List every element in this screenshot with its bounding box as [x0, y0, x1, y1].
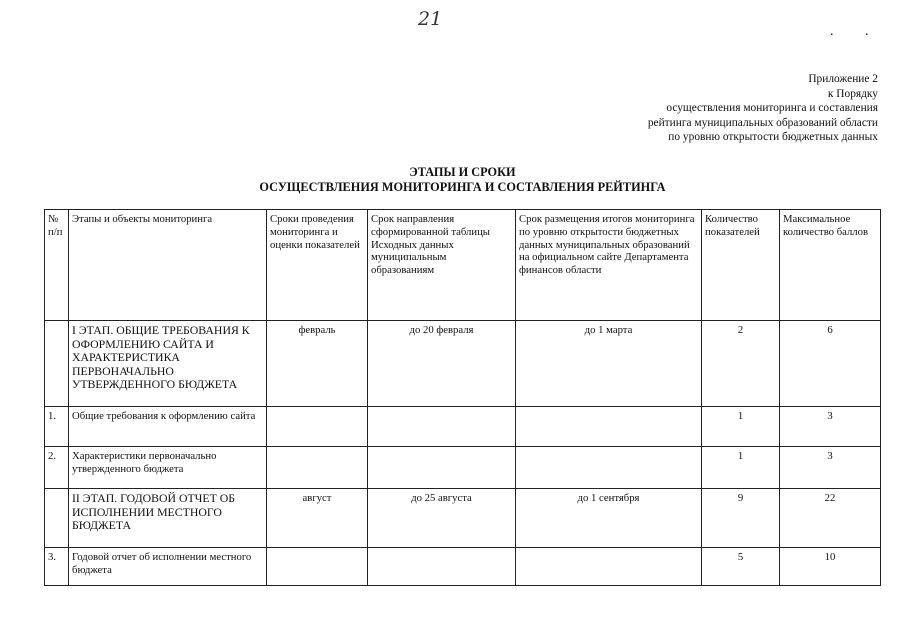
- document-title: [0, 165, 905, 194]
- stages-table: [44, 209, 881, 586]
- period-cell: [267, 407, 368, 447]
- indicator-count-cell: 9: [702, 489, 780, 548]
- indicator-count-cell: 2: [702, 321, 780, 407]
- stage-name: Общие требования к оформлению сайта: [69, 407, 267, 447]
- corner-marks: . .: [830, 24, 883, 39]
- indicator-count-cell: 1: [702, 447, 780, 489]
- row-number: 1.: [45, 407, 69, 447]
- send-deadline-cell: [368, 447, 516, 489]
- appendix-reference: [648, 72, 878, 145]
- appendix-line: по уровню открытости бюджетных данных: [668, 131, 878, 144]
- send-deadline-cell: [368, 548, 516, 586]
- title-line-2: ОСУЩЕСТВЛЕНИЯ МОНИТОРИНГА И СОСТАВЛЕНИЯ РЕЙТИНГА: [259, 179, 666, 194]
- indicator-count-cell: 5: [702, 548, 780, 586]
- appendix-line: рейтинга муниципальных образований области: [647, 116, 878, 129]
- send-deadline-cell: до 25 августа: [368, 489, 516, 548]
- table-row: [45, 321, 881, 407]
- period-cell: февраль: [267, 321, 368, 407]
- publish-deadline-cell: [516, 447, 702, 489]
- table-row: [45, 548, 881, 586]
- page-number: 21: [418, 8, 443, 30]
- row-number: 3.: [45, 548, 69, 586]
- table-row: [45, 489, 881, 548]
- max-score-cell: 6: [780, 321, 881, 407]
- header-stages: Этапы и объекты мониторинга: [69, 210, 267, 321]
- publish-deadline-cell: [516, 548, 702, 586]
- stage-name: Характеристики первоначально утвержденного бюджета: [69, 447, 267, 489]
- header-publish-deadline: Срок размещения итогов мониторинга по уровню открытости бюджетных данных муниципальных образований на официальном сайте Департамента финансов области: [516, 210, 702, 321]
- period-cell: [267, 447, 368, 489]
- table-row: [45, 407, 881, 447]
- stage-name: I ЭТАП. ОБЩИЕ ТРЕБОВАНИЯ К ОФОРМЛЕНИЮ САЙТА И ХАРАКТЕРИСТИКА ПЕРВОНАЧАЛЬНО УТВЕРЖДЕННОГО БЮДЖЕТА: [69, 321, 267, 407]
- header-row: [45, 210, 881, 321]
- row-number: [45, 489, 69, 548]
- row-number: [45, 321, 69, 407]
- header-number: № п/п: [45, 210, 69, 321]
- appendix-line: к Порядку: [827, 87, 878, 100]
- period-cell: [267, 548, 368, 586]
- send-deadline-cell: [368, 407, 516, 447]
- send-deadline-cell: до 20 февраля: [368, 321, 516, 407]
- appendix-line: Приложение 2: [808, 73, 878, 85]
- max-score-cell: 10: [780, 548, 881, 586]
- max-score-cell: 22: [780, 489, 881, 548]
- header-indicator-count: Количество показателей: [702, 210, 780, 321]
- publish-deadline-cell: [516, 407, 702, 447]
- stage-name: II ЭТАП. ГОДОВОЙ ОТЧЕТ ОБ ИСПОЛНЕНИИ МЕСТНОГО БЮДЖЕТА: [69, 489, 267, 548]
- header-period: Сроки проведения мониторинга и оценки показателей: [267, 210, 368, 321]
- header-max-score: Максимальное количество баллов: [780, 210, 881, 321]
- header-send-deadline: Срок направления сформированной таблицы Исходных данных муниципальным образованиям: [368, 210, 516, 321]
- row-number: 2.: [45, 447, 69, 489]
- appendix-line: осуществления мониторинга и составления: [666, 102, 878, 115]
- publish-deadline-cell: до 1 сентября: [516, 489, 702, 548]
- max-score-cell: 3: [780, 447, 881, 489]
- title-line-1: ЭТАПЫ И СРОКИ: [409, 165, 516, 179]
- table-row: [45, 447, 881, 489]
- indicator-count-cell: 1: [702, 407, 780, 447]
- max-score-cell: 3: [780, 407, 881, 447]
- period-cell: август: [267, 489, 368, 548]
- publish-deadline-cell: до 1 марта: [516, 321, 702, 407]
- stage-name: Годовой отчет об исполнении местного бюджета: [69, 548, 267, 586]
